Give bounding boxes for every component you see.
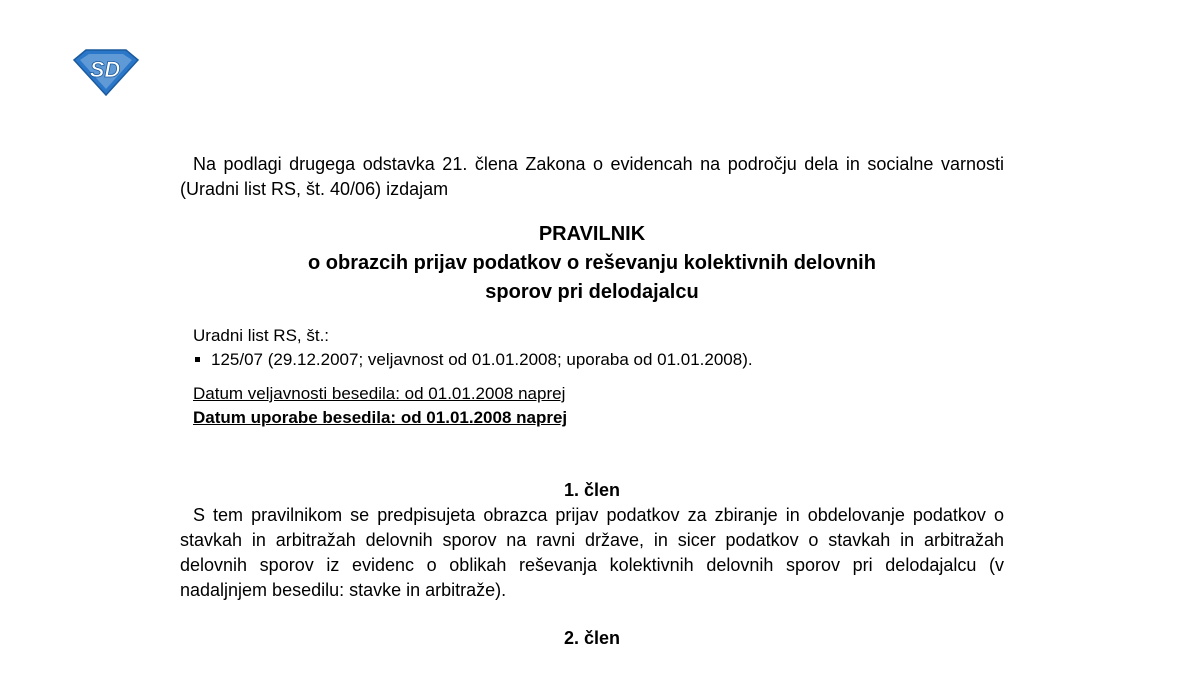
article-heading: 2. člen (563, 628, 621, 648)
validity-dates (180, 382, 1004, 430)
sd-logo (72, 46, 140, 98)
article-2 (180, 626, 1004, 651)
bullet-icon (195, 357, 200, 362)
title-line-3: sporov pri delodajalcu (485, 281, 699, 303)
gazette-label: Uradni list RS, št.: (193, 326, 330, 345)
title-line-2: o obrazcih prijav podatkov o reševanju kolektivnih delovnih (308, 252, 876, 274)
article-text: S tem pravilnikom se predpisujeta obrazca prijav podatkov za zbiranje in obdelovanje podatkov o stavkah in arbitražah delovnih sporov na ravni države, in sicer podatkov o stavkah in arbitražah delovnih sporov iz evidenc o oblikah reševanja kolektivnih delovnih sporov pri delodajalcu (v nadaljnjem besedilu: stavke in arbitraže). (180, 505, 1004, 600)
validity-date: Datum veljavnosti besedila: od 01.01.2008 naprej (193, 384, 566, 403)
document-body (180, 152, 1004, 651)
gazette-reference (180, 324, 1004, 372)
article-heading: 1. člen (563, 480, 621, 500)
article-1 (180, 478, 1004, 603)
gazette-item-text: 125/07 (29.12.2007; veljavnost od 01.01.2008; uporaba od 01.01.2008). (211, 350, 753, 369)
gazette-item (193, 348, 1004, 372)
usage-date: Datum uporabe besedila: od 01.01.2008 naprej (193, 408, 568, 427)
sd-shield-icon (72, 46, 140, 98)
logo-text: SD (89, 57, 121, 82)
title-line-1: PRAVILNIK (538, 223, 646, 245)
document-title (180, 220, 1004, 307)
preamble: Na podlagi drugega odstavka 21. člena Zakona o evidencah na področju dela in socialne varnosti (Uradni list RS, št. 40/06) izdajam (180, 154, 1004, 199)
